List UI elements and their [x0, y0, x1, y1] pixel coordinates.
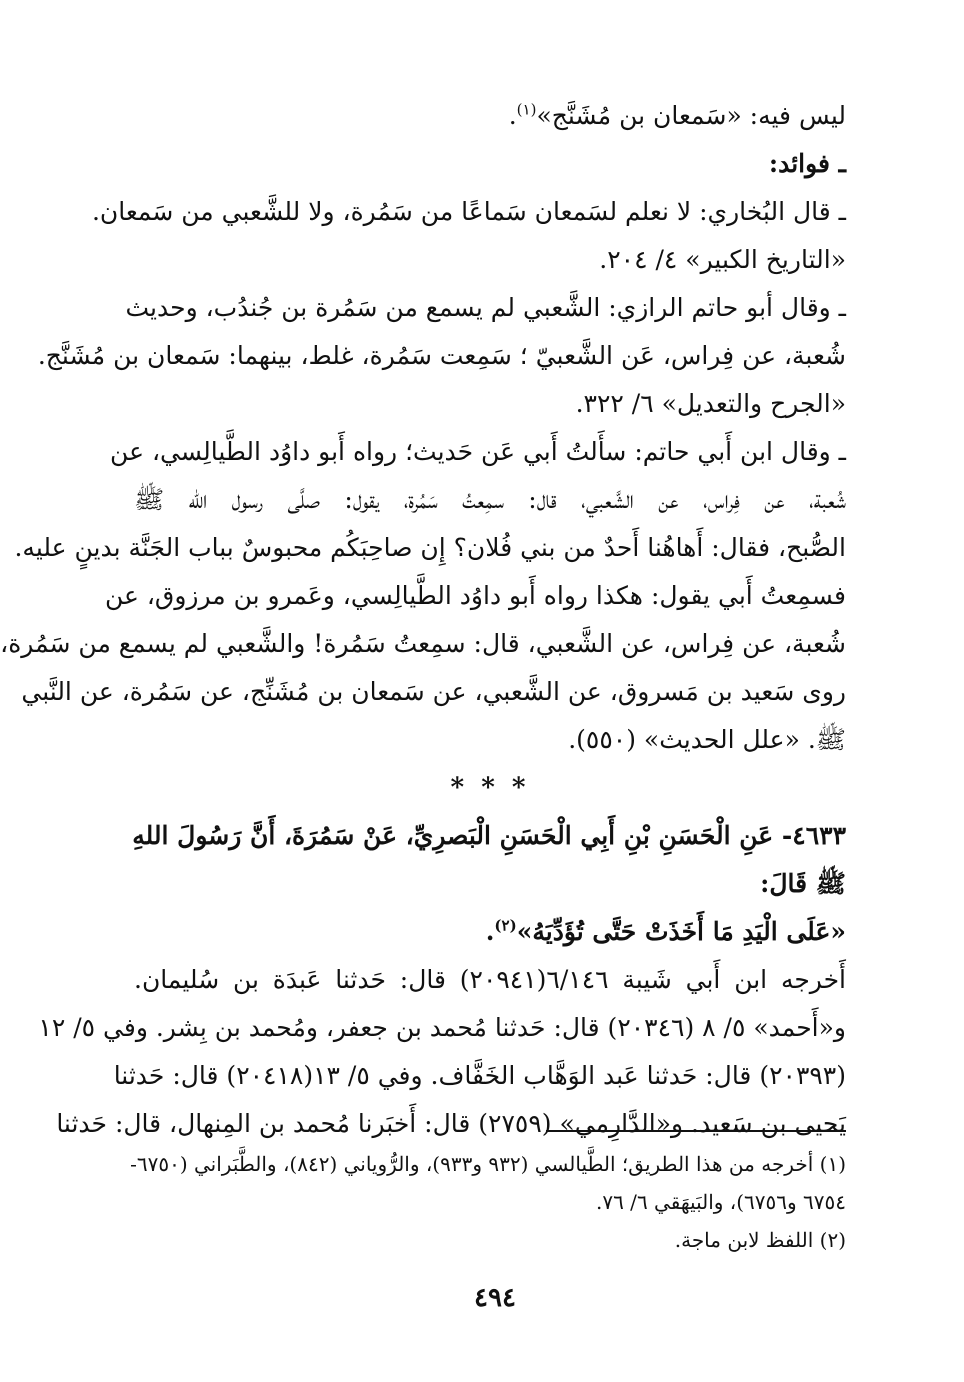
text-line: شُعبة، عن فِراس، عن الشَّعبي، قال: سمِعتُ سَمُرة! والشَّعبي لم يسمع من سَمُرة،	[0, 629, 846, 658]
text-line: فسمِعتُ أَبي يقول: هكذا رواه أَبو داوُد الطَّيالِسي، وعَمرو بن مرزوق، عن	[104, 581, 846, 610]
main-text	[0, 92, 847, 1148]
footnote-separator	[546, 1130, 846, 1132]
text-line: «التاريخ الكبير» ٤/ ٢٠٤.	[599, 245, 846, 274]
text-line: (٢٠٣٩٣) قال: حَدثنا عَبد الوَهَّاب الخَفَّاف. وفي ٥/ ١٣(٢٠٤١٨) قال: حَدثنا	[113, 1061, 846, 1090]
footnotes	[130, 1145, 846, 1259]
footnote-line: (١) أخرجه من هذا الطريق؛ الطَّيالسي (٩٣٢ و٩٣٣)، والرُّوياني (٨٤٢)، والطَّبَراني (٦٧٥٠-	[130, 1152, 846, 1176]
text-line: يَحيى بن سَعيد. و«الدَّارِمي» (٢٧٥٩) قال: أَخبَرنا مُحمد بن المِنهال، قال: حَدثنا	[56, 1109, 846, 1138]
footnote-ref-2: (٢)	[494, 916, 517, 935]
section-divider-stars: * * *	[450, 773, 530, 803]
footnote-line: (٢) اللفظ لابن ماجة.	[674, 1228, 846, 1252]
text-line: «الجرح والتعديل» ٦/ ٣٢٢.	[575, 389, 846, 418]
hadith-heading: ٤٦٣٣- عَنِ الْحَسَنِ بْنِ أَبِي الْحَسَنِ الْبَصرِيِّ، عَنْ سَمُرَةَ، أَنَّ رَسُولَ اللهِ	[132, 821, 846, 850]
text-line: ليس فيه: «سَمعان بن مُشَنَّج»$^{(١)}$.	[508, 100, 846, 130]
text-line: شُعبة، عن فِراس، عن الشَّعبي، قال: سمِعتُ سَمُرة، يقول: صلَّى رسول الله ﷺ	[134, 485, 846, 514]
text-line: ـ قال البُخاري: لا نعلم لسَمعان سَماعًا من سَمُرة، ولا للشَّعبي من سَمعان.	[91, 197, 846, 226]
text-line: و«أَحمد» ٥/ ٨ (٢٠٣٤٦) قال: حَدثنا مُحمد بن جعفر، ومُحمد بن بِشر. وفي ٥/ ١٢	[38, 1013, 846, 1042]
hadith-heading: ﷺ قَالَ:	[760, 869, 846, 898]
page-number: ٤٩٤	[474, 1283, 516, 1313]
text-line: ـ وقال أبو حاتم الرازي: الشَّعبي لم يسمع من سَمُرة بن جُندُب، وحديث	[125, 293, 846, 322]
text-line: ﷺ. «علل الحديث» (٥٥٠).	[568, 725, 846, 754]
text-line: ـ وقال ابن أَبي حاتم: سأَلتُ أَبي عَن حَديث؛ رواه أَبو داوُد الطَّيالِسي، عن	[110, 437, 846, 466]
text-line: أَخرجه ابن أَبي شَيبة ٦/١٤٦(٢٠٩٤١) قال: حَدثنا عَبدَة بن سُليمان.	[134, 965, 847, 994]
text-line: الصُّبح، فقال: أَهاهُنا أَحدٌ من بني فُلان؟ إِن صاحِبَكُم محبوسٌ بباب الجَنَّة بدينٍ عليه.	[14, 533, 846, 562]
text-line: شُعبة، عن فِراس، عَن الشَّعبيّ ؛ سَمِعت سَمُرة، غلط، بينهما: سَمعان بن مُشَنَّج.	[37, 341, 846, 370]
section-heading: ـ فوائد:	[768, 149, 846, 178]
footnote-line: ٦٧٥٤ و٦٧٥٦)، والبَيهَقي ٦/ ٧٦.	[595, 1190, 846, 1214]
text-line: روى سَعيد بن مَسروق، عن الشَّعبي، عن سَمعان بن مُشَنِّج، عن سَمُرة، عن النَّبي	[21, 677, 846, 706]
footnote-ref-1: (١)	[516, 100, 537, 119]
hadith-text: «عَلَى الْيَدِ مَا أَخَذَتْ حَتَّى تُؤَدِّيَهُ»$^{(٢)}$.	[485, 916, 846, 946]
